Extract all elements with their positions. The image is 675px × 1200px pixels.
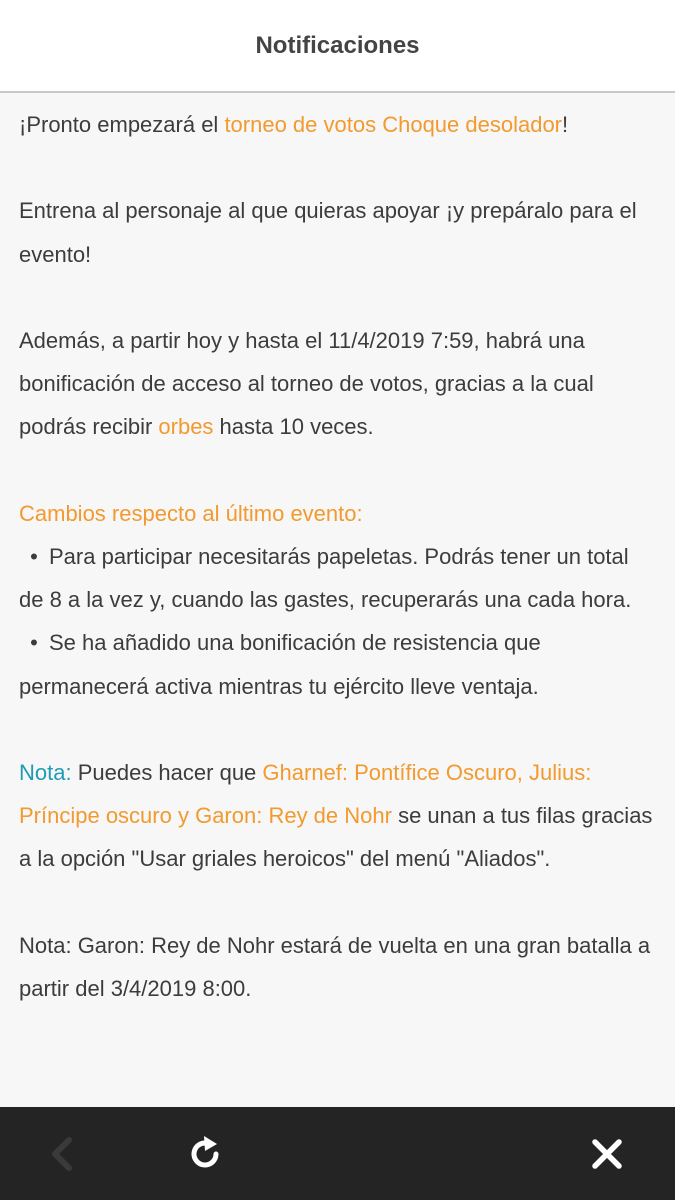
tournament-link[interactable]: torneo de votos Choque desolador	[224, 112, 563, 137]
chevron-left-icon	[43, 1134, 83, 1174]
footer-toolbar	[0, 1107, 675, 1200]
refresh-button[interactable]	[160, 1107, 250, 1200]
grand-battle-note: Nota: Garon: Rey de Nohr estará de vuelta en una gran batalla a partir del 3/4/2019 8:00.	[19, 932, 651, 1001]
bullet-icon: •	[30, 630, 38, 656]
changes-heading: Cambios respecto al último evento:	[19, 500, 363, 526]
heroic-grails-note: Nota: Puedes hacer que Gharnef: Pontífice Oscuro, Julius: Príncipe oscuro y Garon: Rey de Nohr se unan a tus filas gracias a la opción "Usar griales heroicos" del menú "Aliados".	[19, 759, 653, 872]
close-button[interactable]	[562, 1107, 652, 1200]
intro-paragraph: ¡Pronto empezará el torneo de votos Choque desolador!	[19, 112, 569, 137]
change-item-1: • Para participar necesitarás papeletas. Podrás tener un total de 8 a la vez y, cuando las gastes, recuperarás una cada hora.	[19, 535, 659, 621]
note-label: Nota:	[19, 759, 72, 785]
bullet-icon: •	[30, 543, 38, 569]
back-button[interactable]	[18, 1107, 108, 1200]
notification-body[interactable]	[19, 103, 659, 1010]
heroes-link[interactable]: Gharnef: Pontífice Oscuro, Julius: Príncipe oscuro y Garon: Rey de Nohr	[19, 759, 592, 829]
page-title: Notificaciones	[255, 31, 420, 59]
orbs-link[interactable]: orbes	[158, 414, 214, 440]
refresh-icon	[183, 1132, 227, 1176]
close-icon	[589, 1136, 625, 1172]
change-item-2: • Se ha añadido una bonificación de resistencia que permanecerá activa mientras tu ejército lleve ventaja.	[19, 621, 659, 707]
train-paragraph: Entrena al personaje al que quieras apoyar ¡y prepáralo para el evento!	[19, 198, 637, 267]
header-bar	[0, 0, 675, 93]
bonus-paragraph: Además, a partir hoy y hasta el 11/4/2019 7:59, habrá una bonificación de acceso al torneo de votos, gracias a la cual podrás recibir orbes hasta 10 veces.	[19, 327, 594, 440]
